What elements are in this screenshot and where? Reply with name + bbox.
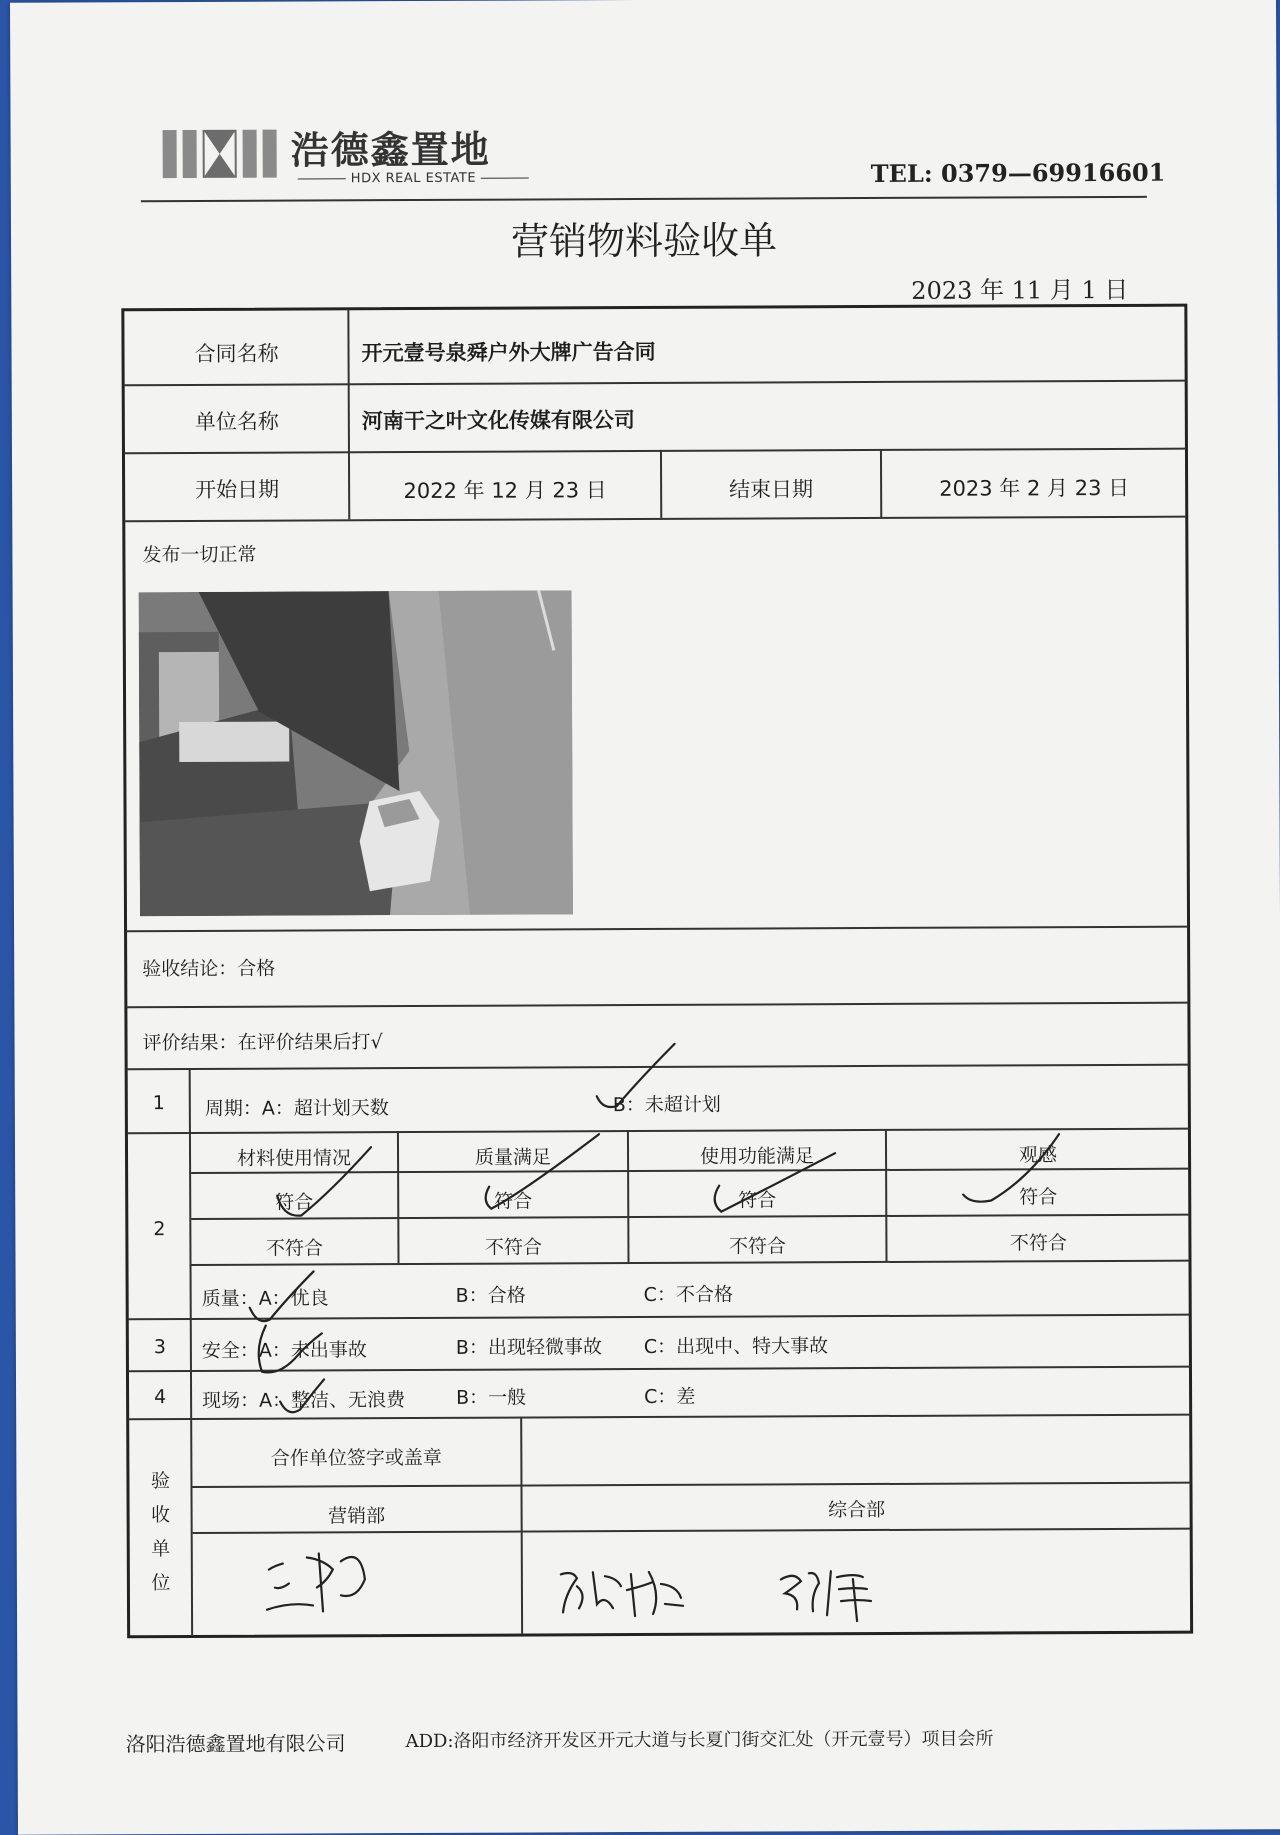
material-pass-option[interactable]: 符合	[275, 1191, 314, 1214]
acceptance-conclusion: 验收结论：合格	[142, 957, 276, 981]
site-option-b[interactable]: B：一般	[456, 1386, 527, 1409]
general-signature-2	[777, 1565, 887, 1623]
company-logo	[161, 124, 279, 185]
period-option-a: 周期：A：超计划天数	[204, 1097, 389, 1120]
row-1-number: 1	[152, 1092, 165, 1115]
contract-name-label: 合同名称	[194, 341, 279, 366]
quality-fail-option[interactable]: 不符合	[484, 1236, 542, 1259]
row-3-number: 3	[153, 1336, 166, 1359]
telephone: TEL: 0379—69916601	[870, 157, 1166, 189]
billboard-photo	[139, 590, 573, 916]
header-divider	[141, 196, 1147, 202]
check-mark-material-pass	[271, 1141, 381, 1221]
quality-option-c[interactable]: C：不合格	[643, 1283, 733, 1307]
acceptance-unit-label: 验 收 单 位	[150, 1470, 171, 1595]
check-mark-appearance-pass	[959, 1128, 1069, 1208]
material-fail-option[interactable]: 不符合	[265, 1237, 323, 1260]
quality-pass-option[interactable]: 符合	[494, 1190, 533, 1213]
check-mark-period-b	[593, 1040, 683, 1116]
header-appearance: 观感	[1018, 1144, 1058, 1167]
evaluation-hint: 评价结果：在评价结果后打√	[142, 1031, 383, 1055]
function-pass-option[interactable]: 符合	[738, 1189, 777, 1212]
check-mark-site-a	[270, 1373, 330, 1419]
company-name-value: 河南干之叶文化传媒有限公司	[361, 408, 635, 434]
company-name-label: 单位名称	[194, 409, 279, 434]
footer-address: ADD:洛阳市经济开发区开元大道与长夏门街交汇处（开元壹号）项目会所	[405, 1728, 994, 1753]
header-quality-met: 质量满足	[474, 1146, 552, 1169]
period-option-b: B：未超计划	[612, 1093, 721, 1117]
marketing-signature	[261, 1539, 381, 1620]
publish-note: 发布一切正常	[142, 543, 257, 567]
partner-signature-label: 合作单位签字或盖章	[270, 1446, 442, 1470]
start-date-value: 2022 年 12 月 23 日	[403, 478, 607, 504]
brand-name: 浩德鑫置地	[290, 127, 491, 173]
marketing-dept-label: 营销部	[328, 1505, 386, 1528]
form-sheet	[10, 0, 1280, 1835]
general-dept-label: 综合部	[828, 1498, 886, 1522]
row-4-number: 4	[153, 1386, 167, 1409]
function-fail-option[interactable]: 不符合	[728, 1235, 786, 1258]
appearance-pass-option[interactable]: 符合	[1019, 1186, 1058, 1209]
check-mark-quality-pass	[475, 1130, 605, 1211]
quality-option-a[interactable]: 质量：A：优良	[201, 1287, 329, 1310]
document-title: 营销物料验收单	[510, 218, 778, 264]
site-option-c[interactable]: C：差	[644, 1385, 696, 1409]
check-mark-function-pass	[705, 1149, 845, 1214]
safety-option-a[interactable]: 安全：A：未出事故	[201, 1339, 367, 1362]
brand-subtitle: HDX REAL ESTATE	[293, 170, 534, 186]
row-2-number: 2	[153, 1218, 166, 1241]
appearance-fail-option[interactable]: 不符合	[1009, 1232, 1067, 1255]
quality-option-b[interactable]: B：合格	[455, 1284, 526, 1307]
document-date: 2023 年 11 月 1 日	[911, 275, 1129, 305]
safety-option-c[interactable]: C：出现中、特大事故	[643, 1335, 829, 1359]
contract-name-value: 开元壹号泉舜户外大牌广告合同	[361, 339, 656, 366]
general-signature-1	[557, 1564, 687, 1621]
header-function-met: 使用功能满足	[699, 1145, 815, 1168]
header-material-usage: 材料使用情况	[236, 1147, 352, 1170]
safety-option-b[interactable]: B：出现轻微事故	[455, 1336, 602, 1359]
start-date-label: 开始日期	[195, 477, 280, 502]
check-mark-safety-a	[248, 1319, 328, 1379]
footer-company: 洛阳浩德鑫置地有限公司	[125, 1731, 346, 1757]
site-option-a[interactable]: 现场：A：整洁、无浪费	[202, 1389, 406, 1412]
end-date-label: 结束日期	[729, 477, 814, 502]
end-date-value: 2023 年 2 月 23 日	[939, 475, 1130, 501]
